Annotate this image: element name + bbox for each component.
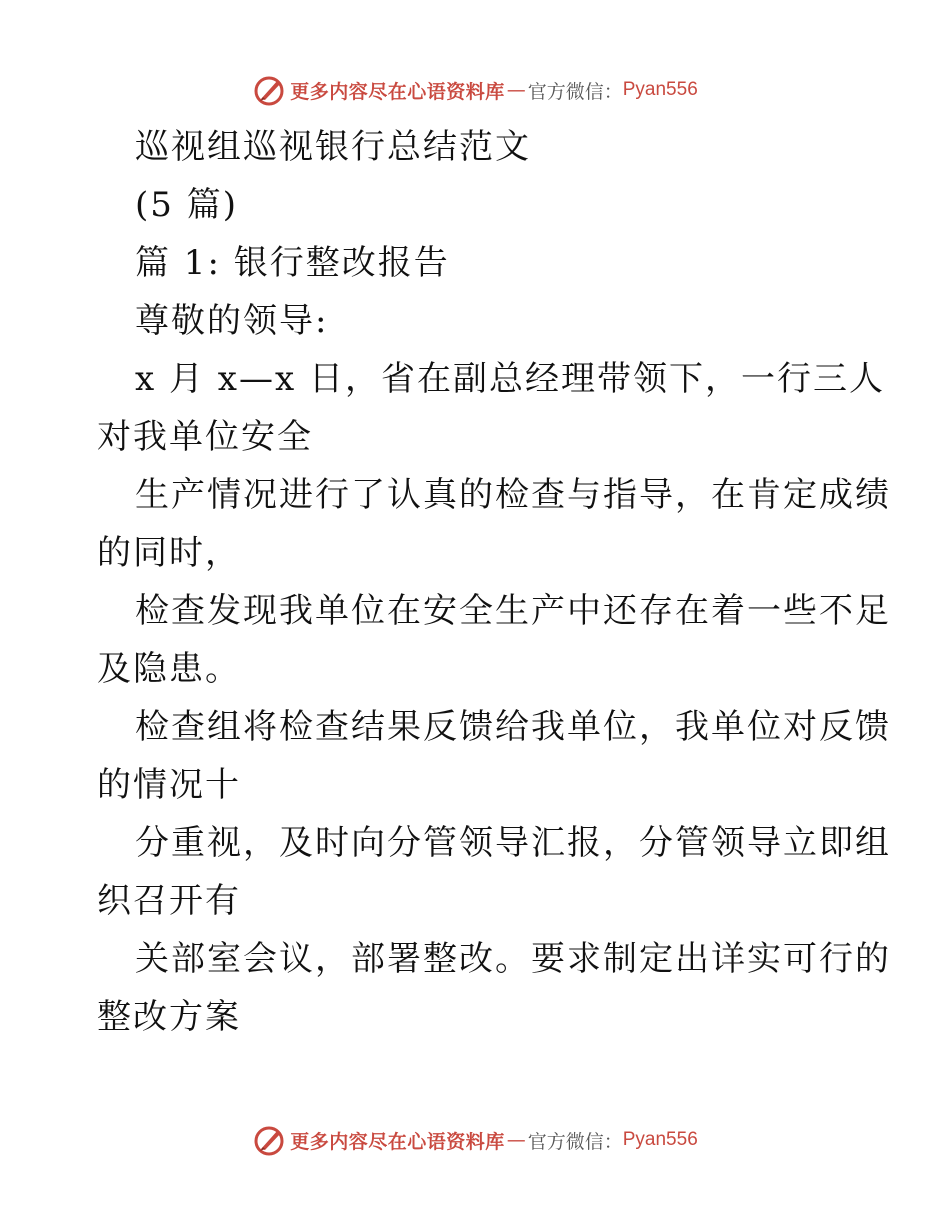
banner-wechat-label: 官方微信： xyxy=(527,1130,623,1153)
document-title: 巡视组巡视银行总结范文 xyxy=(135,127,531,167)
document-subtitle: (5 篇) xyxy=(135,185,238,225)
quill-logo-icon xyxy=(252,1123,286,1157)
document-body xyxy=(97,118,891,1046)
paragraph-line: 分重视，及时向分管领导汇报，分管领导立即组 xyxy=(135,823,891,863)
banner-brand: 更多内容尽在心语资料库 xyxy=(290,1130,505,1153)
header-banner xyxy=(0,70,950,110)
section-heading: 篇 1: 银行整改报告 xyxy=(135,243,450,283)
paragraph-line: 的同时， xyxy=(97,533,241,573)
quill-logo-icon xyxy=(252,73,286,107)
salutation: 尊敬的领导: xyxy=(135,301,329,341)
paragraph-line: 及隐患。 xyxy=(97,649,241,689)
paragraph-line: 关部室会议，部署整改。要求制定出详实可行的 xyxy=(135,939,891,979)
footer-banner xyxy=(0,1120,950,1160)
paragraph-line: 检查发现我单位在安全生产中还存在着一些不足 xyxy=(135,591,891,631)
paragraph-line: 检查组将检查结果反馈给我单位，我单位对反馈 xyxy=(135,707,891,747)
banner-wechat-label: 官方微信： xyxy=(527,80,623,103)
banner-wechat-id: Pyan556 xyxy=(622,79,698,100)
paragraph-line: 对我单位安全 xyxy=(97,417,313,457)
paragraph-line: x 月 x—x 日，省在副总经理带领下，一行三人 xyxy=(135,359,885,399)
paragraph-line: 整改方案 xyxy=(97,997,241,1037)
paragraph-line: 织召开有 xyxy=(97,881,241,921)
banner-wechat-id: Pyan556 xyxy=(622,1129,698,1150)
banner-dash: — xyxy=(506,79,526,101)
paragraph-line: 生产情况进行了认真的检查与指导，在肯定成绩 xyxy=(135,475,891,515)
banner-dash: — xyxy=(506,1129,526,1151)
paragraph-line: 的情况十 xyxy=(97,765,241,805)
banner-brand: 更多内容尽在心语资料库 xyxy=(290,80,505,103)
